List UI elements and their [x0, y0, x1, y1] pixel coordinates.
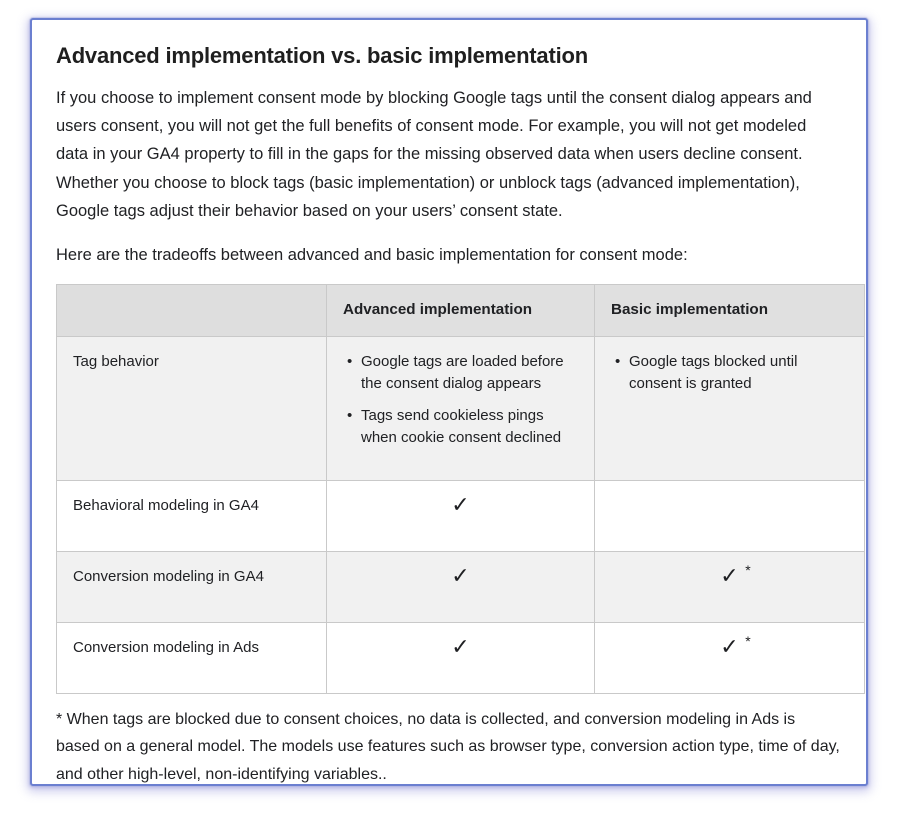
cell-advanced-conversion-modeling-ads — [327, 622, 595, 693]
checkmark-icon — [451, 563, 470, 589]
list-item-text: Tags send cookieless pings when cookie consent declined — [361, 406, 562, 447]
checkmark-glyph: ✓ — [451, 634, 470, 660]
footnote-asterisk: * — [745, 632, 751, 649]
column-header-blank — [57, 284, 327, 336]
footnote-text: * When tags are blocked due to consent choices, no data is collected, and conversion modeling in Ads is based on a general model. The models use features such as browser type, conversion action type, time of day, and other high-level, non-identifying variables.. — [56, 710, 840, 783]
checkmark-icon — [451, 492, 470, 518]
checkmark-glyph: ✓ — [451, 563, 470, 589]
comparison-table — [56, 284, 865, 694]
row-label-behavioral-modeling-ga4: Behavioral modeling in GA4 — [57, 480, 327, 551]
list-item — [347, 405, 578, 449]
table-row — [57, 551, 865, 622]
bullet-dot-icon: • — [615, 352, 621, 370]
page-title: Advanced implementation vs. basic implementation — [56, 43, 588, 68]
column-header-advanced: Advanced implementation — [327, 284, 595, 336]
checkmark-icon — [451, 634, 470, 660]
info-card — [30, 18, 868, 786]
table-header — [57, 284, 865, 336]
cell-basic-conversion-modeling-ga4 — [595, 551, 865, 622]
cell-basic-conversion-modeling-ads — [595, 622, 865, 693]
intro-paragraph: If you choose to implement consent mode by blocking Google tags until the consent dialog appears and users consent, you will not get the full benefits of consent mode. For example, you will not get modeled data in your GA4 property to fill in the gaps for the missing observed data when users decline consent. Whether you choose to block tags (basic implementation) or unblock tags (advanced implementation), Google tags adjust their behavior based on your users’ consent state. — [56, 88, 812, 220]
cell-advanced-conversion-modeling-ga4 — [327, 551, 595, 622]
checkmark-icon — [720, 561, 751, 589]
cell-basic-tag-behavior — [595, 336, 865, 480]
cell-advanced-behavioral-modeling — [327, 480, 595, 551]
column-header-basic: Basic implementation — [595, 284, 865, 336]
table-row — [57, 336, 865, 480]
checkmark-glyph: ✓ — [451, 492, 470, 518]
list-item — [347, 351, 578, 395]
checkmark-icon — [720, 632, 751, 660]
row-label-conversion-modeling-ads: Conversion modeling in Ads — [57, 622, 327, 693]
table-row — [57, 480, 865, 551]
bullet-list-basic — [611, 351, 848, 395]
table-lead-in-text: Here are the tradeoffs between advanced and basic implementation for consent mode: — [56, 246, 688, 265]
list-item — [615, 351, 848, 395]
row-label-tag-behavior: Tag behavior — [57, 336, 327, 480]
footnote-asterisk: * — [745, 561, 751, 578]
checkmark-glyph: ✓ — [720, 634, 739, 660]
table-header-row — [57, 284, 865, 336]
bullet-list-advanced — [343, 351, 578, 450]
list-item-text: Google tags are loaded before the consent dialog appears — [361, 352, 564, 392]
row-label-conversion-modeling-ga4: Conversion modeling in GA4 — [57, 551, 327, 622]
list-item-text: Google tags blocked until consent is granted — [629, 352, 798, 392]
table-body — [57, 336, 865, 693]
cell-basic-behavioral-modeling — [595, 480, 865, 551]
cell-advanced-tag-behavior — [327, 336, 595, 480]
bullet-dot-icon: • — [347, 352, 353, 370]
table-row — [57, 622, 865, 693]
checkmark-glyph: ✓ — [720, 563, 739, 589]
bullet-dot-icon: • — [347, 406, 353, 424]
